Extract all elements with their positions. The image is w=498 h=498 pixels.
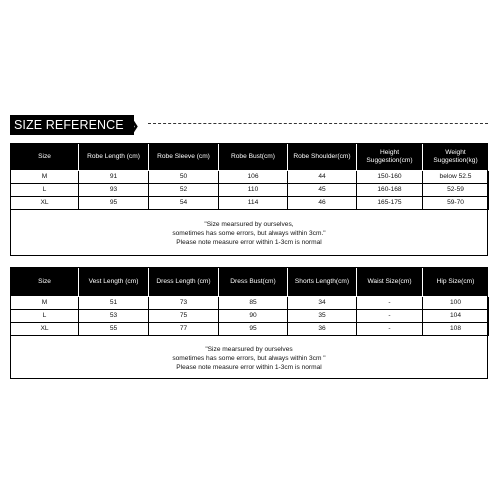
table-cell: 150-160: [357, 171, 423, 184]
table-cell: 54: [149, 197, 219, 210]
table-cell: XL: [11, 323, 79, 336]
column-header: Height Suggestion(cm): [357, 144, 423, 171]
table-cell: 34: [288, 297, 357, 310]
table-row: [11, 171, 489, 184]
note-line: "Size mearsured by ourselves,: [204, 220, 294, 228]
note-line: "Size mearsured by ourselves: [205, 346, 293, 353]
table-cell: M: [11, 297, 79, 310]
table-row: [11, 197, 489, 210]
note-line: Please note measure error within 1-3cm is normal: [176, 364, 322, 371]
table-cell: 104: [423, 310, 489, 323]
table-cell: 160-168: [357, 184, 423, 197]
table-cell: 73: [149, 297, 219, 310]
table-cell: 90: [219, 310, 288, 323]
table-header-row: [11, 144, 489, 171]
table-cell: 91: [79, 171, 149, 184]
table-cell: 55: [79, 323, 149, 336]
table-cell: 93: [79, 184, 149, 197]
column-header: Robe Shoulder(cm): [288, 144, 357, 171]
note-line: sometimes has some errors, but always within 3cm.": [172, 229, 326, 237]
table-cell: 77: [149, 323, 219, 336]
table-cell: 114: [219, 197, 288, 210]
column-header: Robe Sleeve (cm): [149, 144, 219, 171]
table-cell: 44: [288, 171, 357, 184]
table-cell: 85: [219, 297, 288, 310]
robe-size-table: [10, 143, 489, 210]
chevron-right-icon: ❯: [128, 117, 140, 133]
table-cell: 45: [288, 184, 357, 197]
table-cell: 52: [149, 184, 219, 197]
table-cell: -: [357, 297, 423, 310]
table-cell: 59-70: [423, 197, 489, 210]
column-header: Dress Bust(cm): [219, 268, 288, 297]
table-row: [11, 310, 489, 323]
table-cell: -: [357, 310, 423, 323]
table-cell: below 52.5: [423, 171, 489, 184]
table-cell: L: [11, 310, 79, 323]
table-cell: 95: [219, 323, 288, 336]
column-header: Robe Bust(cm): [219, 144, 288, 171]
column-header: Weight Suggestion(kg): [423, 144, 489, 171]
column-header: Waist Size(cm): [357, 268, 423, 297]
table-cell: 35: [288, 310, 357, 323]
note-line: sometimes has some errors, but always within 3cm ": [172, 355, 326, 362]
section-title: SIZE REFERENCE: [10, 115, 134, 135]
column-header: Vest Length (cm): [79, 268, 149, 297]
table-cell: 46: [288, 197, 357, 210]
table-cell: 50: [149, 171, 219, 184]
table-cell: M: [11, 171, 79, 184]
size-reference-header: [10, 115, 488, 135]
table-cell: 52-59: [423, 184, 489, 197]
measurement-note: [10, 339, 488, 379]
column-header: Shorts Length(cm): [288, 268, 357, 297]
dotted-divider: [148, 123, 488, 124]
table-cell: 95: [79, 197, 149, 210]
column-header: Dress Length (cm): [149, 268, 219, 297]
column-header: Hip Size(cm): [423, 268, 489, 297]
table-cell: 165-175: [357, 197, 423, 210]
table-cell: 51: [79, 297, 149, 310]
note-line: Please note measure error within 1-3cm is normal: [176, 238, 322, 246]
table-cell: 100: [423, 297, 489, 310]
table-row: [11, 323, 489, 336]
table-row: [11, 297, 489, 310]
column-header: Size: [11, 144, 79, 171]
table-cell: L: [11, 184, 79, 197]
table-header-row: [11, 268, 489, 297]
column-header: Robe Length (cm): [79, 144, 149, 171]
table-cell: 75: [149, 310, 219, 323]
table-cell: -: [357, 323, 423, 336]
measurement-note: [10, 211, 488, 256]
table-cell: 53: [79, 310, 149, 323]
table-cell: 106: [219, 171, 288, 184]
table-cell: 108: [423, 323, 489, 336]
dress-size-table: [10, 267, 489, 336]
table-cell: 110: [219, 184, 288, 197]
table-cell: 36: [288, 323, 357, 336]
column-header: Size: [11, 268, 79, 297]
table-cell: XL: [11, 197, 79, 210]
table-row: [11, 184, 489, 197]
